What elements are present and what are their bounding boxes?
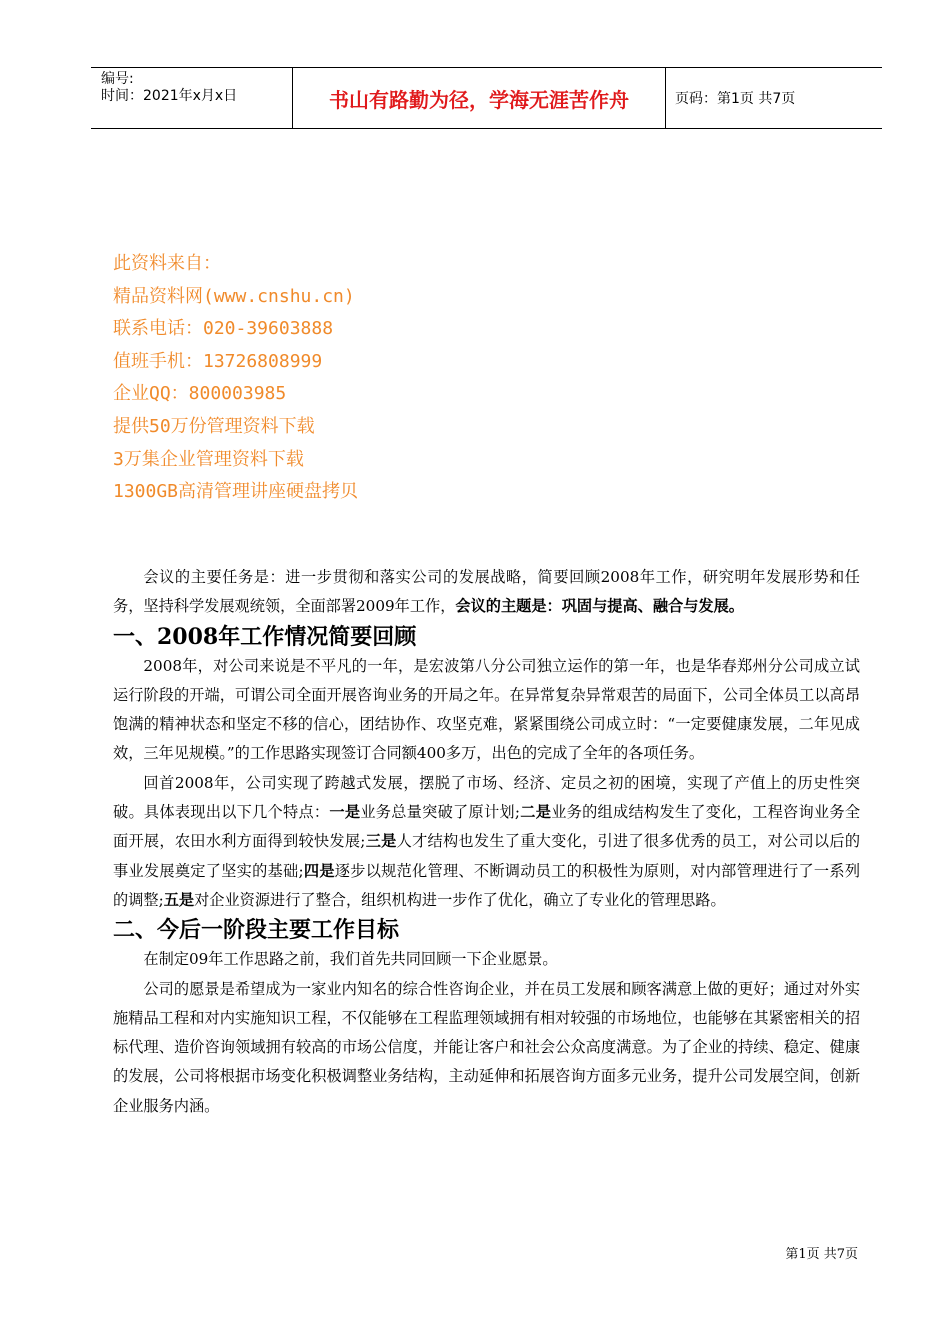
meeting-theme: 会议的主题是：巩固与提高、融合与发展。 [455,597,744,616]
header-motto: 书山有路勤为径，学海无涯苦作舟 [329,87,629,112]
header-page-info: 页码：第1页 共7页 [675,91,796,107]
page-header [91,67,882,129]
source-line: 企业QQ：800003985 [113,383,287,405]
source-line: 提供50万份管理资料下载 [113,415,315,437]
source-info-block [113,248,358,509]
source-line: 3万集企业管理资料下载 [113,448,304,470]
features-intro: 回首2008年，公司实现了跨越式发展，摆脱了市场、经济、定员之初的困境，实现了产值上的历史性突破。具体表现出以下几个特点： [113,773,860,822]
intro-text: 会议的主要任务是：进一步贯彻和落实公司的发展战略，简要回顾2008年工作，研究明年发展形势和任务，坚持科学发展观统领，全面部署2009年工作， [113,568,860,616]
vision-intro-paragraph: 在制定09年工作思路之前，我们首先共同回顾一下企业愿景。 [143,950,558,969]
vision-paragraph: 公司的愿景是希望成为一家业内知名的综合性咨询企业，并在员工发展和顾客满意上做的更好；通过对外实施精品工程和对内实施知识工程，不仅能够在工程监理领域拥有相对较强的市场地位，也能够在其紧密相关的招标代理、造价咨询领域拥有较高的市场公信度，并能让客户和社会公众高度满意。为了企业的持续、稳定、健康的发展，公司将根据市场变化积极调整业务结构，主动延伸和拓展咨询方面多元业务，提升公司发展空间，创新企业服务内涵。 [113,979,860,1115]
intro-paragraph [113,563,860,622]
page-footer: 第1页 共7页 [785,1247,858,1262]
header-divider [665,67,666,129]
review-paragraph: 2008年，对公司来说是不平凡的一年，是宏波第八分公司独立运作的第一年，也是华春郑州分公司成立试运行阶段的开端，可谓公司全面开展咨询业务的开局之年。在异常复杂异常艰苦的局面下，公司全体员工以高昂饱满的精神状态和坚定不移的信心，团结协作、攻坚克难，紧紧围绕公司成立时：“一定要健康发展，二年见成效，三年见规模。”的工作思路实现签订合同额400多万，出色的完成了全年的各项任务。 [113,656,860,763]
source-line: 值班手机：13726808999 [113,350,323,372]
source-line: 精品资料网(www.cnshu.cn) [113,285,355,307]
point-marker: 一是 [329,803,361,822]
time-label: 时间：2021年x月x日 [101,88,238,104]
point-text: 对企业资源进行了整合，组织机构进一步作了优化，确立了专业化的管理思路。 [194,890,726,909]
point-text: 逐步以规范化管理、不断调动员工的积极性为原则，对内部管理进行了一系列的调整; [113,861,861,909]
document-body [113,563,860,1121]
section-heading-1: 一、2008年工作情况简要回顾 [113,623,417,650]
point-text: 业务的组成结构发生了变化，工程咨询业务全面开展，农田水利方面得到较快发展; [113,803,861,851]
point-text: 人才结构也发生了重大变化，引进了很多优秀的员工，对公司以后的事业发展奠定了坚实的基础; [113,832,861,880]
point-text: 业务总量突破了原计划; [360,803,520,822]
source-line: 1300GB高清管理讲座硬盘拷贝 [113,481,359,503]
point-marker: 三是 [365,832,397,851]
source-line: 此资料来自： [113,253,221,274]
point-marker: 四是 [303,861,335,880]
point-marker: 五是 [163,890,195,909]
source-line: 联系电话：020-39603888 [113,318,334,340]
point-marker: 二是 [520,803,552,822]
code-label: 编号: [101,71,134,87]
features-paragraph [113,769,860,915]
header-meta [101,71,291,105]
section-heading-2: 二、今后一阶段主要工作目标 [113,917,400,944]
